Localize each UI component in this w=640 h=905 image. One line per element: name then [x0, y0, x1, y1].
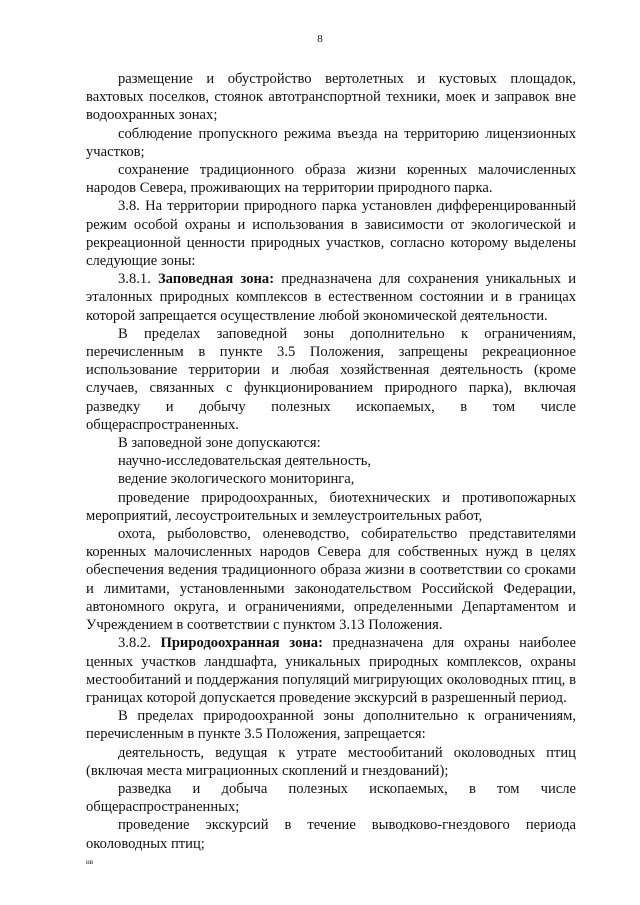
page-number: 8: [317, 33, 323, 45]
zone-heading: Природоохранная зона:: [160, 635, 323, 652]
list-item: разведка и добыча полезных ископаемых, в том числе общераспространенных;: [86, 780, 576, 816]
paragraph-zone-protection: 3.8.2. Природоохранная зона: предназначена для охраны наиболее ценных участков ландшафта, уникальных природных комплексов, охраны местообитаний и поддержания популяций мигрирующих околоводных птиц, в границах которой допускается проведение экскурсий в разрешенный период.: [86, 635, 576, 706]
list-item: деятельность, ведущая к утрате местообитаний околоводных птиц (включая места миграционных скоплений и гнездований);: [86, 744, 576, 779]
footer-mark: нв: [86, 858, 94, 866]
list-item: проведение природоохранных, биотехнических и противопожарных мероприятий, лесоустроительных и землеустроительных работ,: [86, 489, 576, 524]
list-item: охота, рыболовство, оленеводство, собирательство представителями коренных малочисленных народов Севера для собственных нужд в целях обеспечения ведения традиционного образа жизни в соответствии со сроками и лимитами, установленными законодательством Российской Федерации, автономного округа, и ограничениями, определенными Департаментом и Учреждением в соответствии с пунктом 3.13 Положения.: [86, 526, 576, 634]
document-body: [86, 70, 576, 853]
list-item: ведение экологического мониторинга,: [118, 471, 355, 488]
paragraph: размещение и обустройство вертолетных и кустовых площадок, вахтовых поселков, стоянок автотранспортной техники, моек и заправок вне водоохранных зонах;: [86, 71, 576, 124]
zone-heading: Заповедная зона:: [157, 271, 275, 288]
list-item: проведение экскурсий в течение выводково-гнездового периода околоводных птиц;: [86, 817, 576, 852]
paragraph: В пределах природоохранной зоны дополнительно к ограничениям, перечисленным в пункте 3.5 Положения, запрещается:: [86, 708, 576, 743]
paragraph: 3.8. На территории природного парка установлен дифференцированный режим особой охраны и использования в зависимости от экологической и рекреационной ценности природных участков, согласно которому выделены следующие зоны:: [86, 198, 576, 270]
list-item: научно-исследовательская деятельность,: [118, 453, 372, 470]
paragraph: соблюдение пропускного режима въезда на территорию лицензионных участков;: [86, 125, 576, 160]
paragraph: В заповедной зоне допускаются:: [118, 435, 321, 452]
paragraph: В пределах заповедной зоны дополнительно к ограничениям, перечисленным в пункте 3.5 Положения, запрещены рекреационное использование территории и любая хозяйственная деятельность (кроме случаев, связанных с функционированием природного парка), включая разведку и добычу полезных ископаемых, в том числе общераспространенных.: [86, 325, 576, 433]
paragraph-zone-reserve: 3.8.1. Заповедная зона: предназначена для сохранения уникальных и эталонных природных комплексов в естественном состоянии и в границах которой запрещается осуществление любой экономической деятельности.: [86, 271, 576, 324]
paragraph: сохранение традиционного образа жизни коренных малочисленных народов Севера, проживающих на территории природного парка.: [86, 162, 576, 197]
